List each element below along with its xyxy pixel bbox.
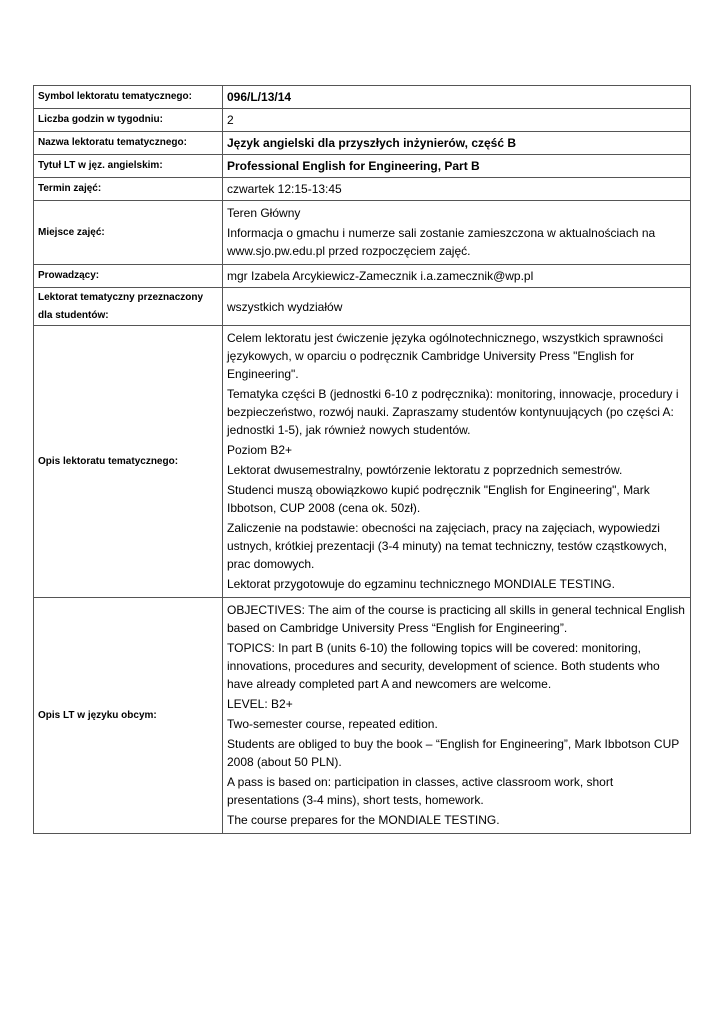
row-symbol	[34, 86, 691, 109]
place-value	[223, 201, 691, 265]
desc-pl-paragraph: Studenci muszą obowiązkowo kupić podręcznik "English for Engineering", Mark Ibbotson, CUP 2008 (cena ok. 50zł).	[227, 483, 650, 515]
row-audience	[34, 288, 691, 326]
row-name-pl	[34, 132, 691, 155]
desc-en-paragraph: TOPICS: In part B (units 6-10) the following topics will be covered: monitoring, innovations, procedures and security, development of science. Both students who have already completed part A and newcomers are welcome.	[227, 641, 660, 691]
name-pl-label: Nazwa lektoratu tematycznego:	[34, 132, 223, 155]
row-teacher	[34, 265, 691, 288]
teacher-value: mgr Izabela Arcykiewicz-Zamecznik i.a.zamecznik@wp.pl	[223, 265, 691, 288]
desc-pl-paragraph: Zaliczenie na podstawie: obecności na zajęciach, pracy na zajęciach, wypowiedzi ustnych, krótkiej prezentacji (3-4 minuty) na temat techniczny, testów cząstkowych, prac domowych.	[227, 521, 667, 571]
place-line: Teren Główny	[227, 206, 301, 220]
row-name-en	[34, 155, 691, 178]
desc-en-paragraph: Two-semester course, repeated edition.	[227, 717, 438, 731]
audience-value: wszystkich wydziałów	[223, 288, 691, 326]
teacher-label: Prowadzący:	[34, 265, 223, 288]
name-en-label: Tytuł LT w jęz. angielskim:	[34, 155, 223, 178]
term-value: czwartek 12:15-13:45	[223, 178, 691, 201]
row-desc-pl	[34, 326, 691, 598]
desc-en-paragraph: LEVEL: B2+	[227, 697, 293, 711]
desc-en-paragraph: The course prepares for the MONDIALE TESTING.	[227, 813, 500, 827]
desc-en-paragraph: A pass is based on: participation in classes, active classroom work, short presentations (3-4 mins), short tests, homework.	[227, 775, 614, 807]
desc-en-label: Opis LT w języku obcym:	[34, 598, 223, 834]
hours-label: Liczba godzin w tygodniu:	[34, 109, 223, 132]
desc-pl-paragraph: Poziom B2+	[227, 443, 293, 457]
place-line: Informacja o gmachu i numerze sali zostanie zamieszczona w aktualnościach na www.sjo.pw.edu.pl przed rozpoczęciem zajęć.	[227, 226, 656, 258]
course-info-table	[33, 85, 691, 834]
desc-pl-paragraph: Lektorat dwusemestralny, powtórzenie lektoratu z poprzednich semestrów.	[227, 463, 623, 477]
row-term	[34, 178, 691, 201]
symbol-label: Symbol lektoratu tematycznego:	[34, 86, 223, 109]
row-desc-en	[34, 598, 691, 834]
place-label: Miejsce zajęć:	[34, 201, 223, 265]
desc-pl-paragraph: Lektorat przygotowuje do egzaminu technicznego MONDIALE TESTING.	[227, 577, 615, 591]
desc-en-paragraph: Students are obliged to buy the book – “English for Engineering”, Mark Ibbotson CUP 2008 (about 50 PLN).	[227, 737, 680, 769]
term-label: Termin zajęć:	[34, 178, 223, 201]
desc-pl-paragraph: Celem lektoratu jest ćwiczenie języka ogólnotechnicznego, wszystkich sprawności językowych, w oparciu o podręcznik Cambridge University Press "English for Engineering".	[227, 331, 664, 381]
desc-pl-value	[223, 326, 691, 598]
desc-pl-label: Opis lektoratu tematycznego:	[34, 326, 223, 598]
desc-en-paragraph: OBJECTIVES: The aim of the course is practicing all skills in general technical English based on Cambridge University Press “English for Engineering”.	[227, 603, 685, 635]
audience-label: Lektorat tematyczny przeznaczony dla studentów:	[34, 288, 223, 326]
hours-value: 2	[223, 109, 691, 132]
row-place	[34, 201, 691, 265]
row-hours	[34, 109, 691, 132]
desc-pl-paragraph: Tematyka części B (jednostki 6-10 z podręcznika): monitoring, innowacje, procedury i bezpieczeństwo, rozwój nauki. Zapraszamy studentów kontynuujących (po części A: jednostki 1-5), jak również nowych studentów.	[227, 387, 679, 437]
desc-en-value	[223, 598, 691, 834]
symbol-value: 096/L/13/14	[223, 86, 691, 109]
name-en-value: Professional English for Engineering, Part B	[223, 155, 691, 178]
name-pl-value: Język angielski dla przyszłych inżynierów, część B	[223, 132, 691, 155]
